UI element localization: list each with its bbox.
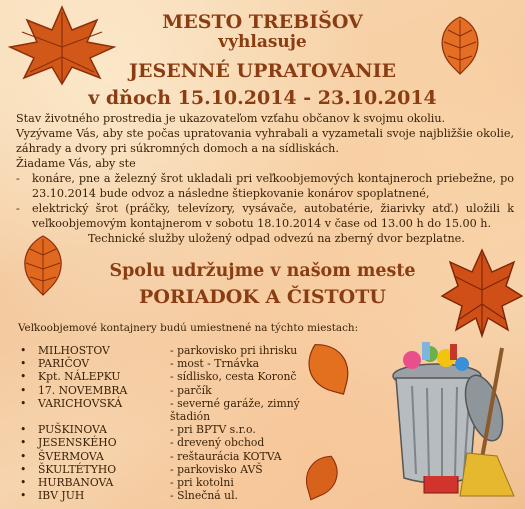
location-name: ŠVERMOVA (38, 449, 104, 463)
location-place: - parkovisko pri ihrisku (170, 344, 298, 357)
request-electronics: elektrický šrot (práčky, televízory, vysávače, autobatérie, žiarivky atď.) uložili k veľkoobjemovým kontajnerom v sobotu 18.10.2014 v čase od 13.00 h do 15.00 h. (32, 202, 514, 230)
locations-list (20, 344, 340, 502)
trash-can-icon (372, 338, 522, 498)
location-place: - drevený obchod (170, 436, 265, 450)
bullet-icon: • (20, 476, 27, 490)
bullet-icon: • (20, 396, 27, 410)
event-dates: v dňoch 15.10.2014 - 23.10.2014 (88, 87, 437, 109)
location-row (20, 436, 340, 449)
request-branches: konáre, pne a železný šrot ukladali pri veľkoobjemových kontajneroch priebežne, po 23.10.2014 bude odvoz a následne štiepkovanie konárov spoplatnené, (32, 172, 514, 200)
location-place: - severné garáže, zimný štadión (170, 396, 300, 424)
announces-label: vyhlasuje (218, 32, 307, 52)
bullet-icon: • (20, 370, 27, 384)
paragraph-services: Technické služby uložený odpad odvezú na zberný dvor bezplatne. (88, 232, 465, 245)
location-place: - sídlisko, cesta Koronč (170, 370, 297, 384)
containers-intro: Veľkoobjemové kontajnery budú umiestnené na týchto miestach: (18, 322, 359, 334)
paragraph-request: Žiadame Vás, aby ste (16, 157, 136, 170)
location-row (20, 397, 340, 423)
location-name: ŠKULTÉTYHO (38, 462, 117, 476)
list-item: - konáre, pne a železný šrot ukladali pri veľkoobjemových kontajneroch priebežne, po 23.10.2014 bude odvoz a následne štiepkovanie konárov spoplatnené, (16, 172, 514, 200)
location-name: 17. NOVEMBRA (38, 383, 128, 397)
bullet-icon: • (20, 436, 27, 450)
location-name: IBV JUH (38, 489, 85, 503)
location-name: Kpt. NÁLEPKU (38, 370, 121, 384)
bullet-icon: • (20, 357, 27, 371)
location-place: - Slnečná ul. (170, 489, 238, 503)
location-name: PUŠKINOVA (38, 423, 107, 437)
bullet-icon: • (20, 423, 27, 437)
paragraph-intro: Stav životného prostredia je ukazovateľom vzťahu občanov k svojmu okoliu. (16, 112, 446, 125)
list-item: - elektrický šrot (práčky, televízory, vysávače, autobatérie, žiarivky atď.) uložili k veľkoobjemovým kontajnerom v sobotu 18.10.2014 v čase od 13.00 h do 15.00 h. (16, 202, 514, 230)
location-row (20, 450, 340, 463)
location-row (20, 423, 340, 436)
location-name: HURBANOVA (38, 476, 114, 490)
location-row (20, 384, 340, 397)
location-row (20, 357, 340, 370)
paragraph-appeal: Vyzývame Vás, aby ste počas upratovania vyhrabali a vyzametali svoje najbližšie okolie, záhrady a dvory pri súkromných domoch a na sídliskách. (16, 127, 514, 155)
bullet-icon: • (20, 344, 27, 357)
slogan-line2: PORIADOK A ČISTOTU (139, 286, 386, 308)
location-name: MILHOSTOV (38, 344, 110, 357)
location-place: - pri BPTV s.r.o. (170, 423, 256, 437)
location-row (20, 463, 340, 476)
location-name: PARIČOV (38, 357, 90, 371)
location-place: - most - Trnávka (170, 357, 260, 371)
location-place: - parčík (170, 383, 212, 397)
location-name: VARICHOVSKÁ (38, 396, 123, 410)
slogan-line1: Spolu udržujme v našom meste (109, 261, 416, 281)
location-name: JESENSKÉHO (38, 436, 117, 450)
city-title: MESTO TREBIŠOV (162, 11, 363, 33)
announcement-body (16, 111, 514, 246)
location-row (20, 370, 340, 383)
bullet-icon: • (20, 383, 27, 397)
location-place: - parkovisko AVŠ (170, 462, 263, 476)
bullet-icon: • (20, 462, 27, 476)
location-row (20, 344, 340, 357)
location-row (20, 489, 340, 502)
event-title: JESENNÉ UPRATOVANIE (129, 60, 396, 82)
location-place: - pri kotolni (170, 476, 234, 490)
location-place: - reštaurácia KOTVA (170, 449, 282, 463)
bullet-icon: • (20, 489, 27, 503)
location-row (20, 476, 340, 489)
bullet-icon: • (20, 449, 27, 463)
